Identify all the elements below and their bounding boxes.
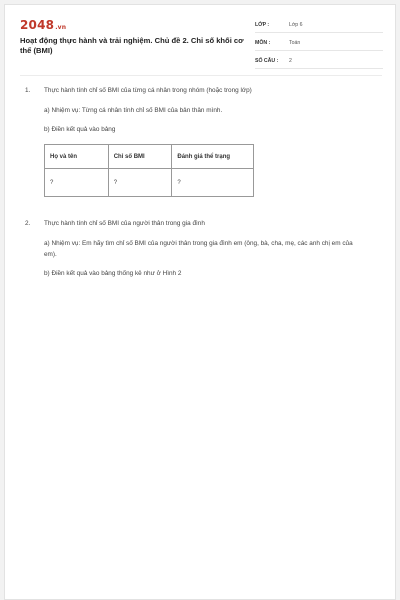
document-header xyxy=(5,5,397,67)
question-text: Thực hành tính chỉ số BMI của từng cá nhân trong nhóm (hoặc trong lớp) xyxy=(44,87,252,94)
table-cell: ? xyxy=(45,169,109,197)
table-header-row xyxy=(45,145,254,169)
document-title: Hoạt động thực hành và trải nghiệm. Chủ đề 2. Chỉ số khối cơ thể (BMI) xyxy=(20,36,244,55)
question-number: 1. xyxy=(25,87,31,94)
header-divider xyxy=(20,75,382,76)
task-b: b) Điền kết quả vào bảng thống kê như ở Hình 2 xyxy=(44,270,182,277)
document-page xyxy=(4,4,396,600)
table-row xyxy=(45,169,254,197)
meta-info xyxy=(255,19,383,73)
meta-value: Toán xyxy=(289,40,301,46)
meta-row-class xyxy=(255,19,383,33)
question-number: 2. xyxy=(25,220,31,227)
meta-row-subject xyxy=(255,37,383,51)
table-cell: ? xyxy=(108,169,172,197)
question-2 xyxy=(25,218,385,279)
bmi-table xyxy=(44,144,254,197)
question-heading xyxy=(25,85,385,99)
site-logo[interactable] xyxy=(20,18,66,35)
meta-row-question-count xyxy=(255,55,383,69)
question-heading xyxy=(25,218,385,232)
document-content xyxy=(25,85,385,279)
meta-label: LỚP : xyxy=(255,22,270,28)
meta-value: 2 xyxy=(289,58,292,64)
meta-label: MÔN : xyxy=(255,40,271,46)
column-header: Họ và tên xyxy=(45,145,109,169)
column-header: Chỉ số BMI xyxy=(108,145,172,169)
task-a: a) Nhiệm vụ: Em hãy tìm chỉ số BMI của người thân trong gia đình em (ông, bà, cha, mẹ, các anh chị em của em). xyxy=(44,240,353,258)
task-a: a) Nhiệm vụ: Từng cá nhân tính chỉ số BMI của bản thân mình. xyxy=(44,107,223,114)
question-1 xyxy=(25,85,385,197)
column-header: Đánh giá thể trạng xyxy=(172,145,254,169)
meta-label: SỐ CÂU : xyxy=(255,58,279,64)
meta-value: Lớp 6 xyxy=(289,22,303,28)
table-cell: ? xyxy=(172,169,254,197)
logo-suffix: .vn xyxy=(55,24,67,31)
question-text: Thực hành tính chỉ số BMI của người thân trong gia đình xyxy=(44,220,205,227)
task-b: b) Điền kết quả vào bảng xyxy=(44,126,116,133)
logo-text: 2048 xyxy=(20,18,55,32)
